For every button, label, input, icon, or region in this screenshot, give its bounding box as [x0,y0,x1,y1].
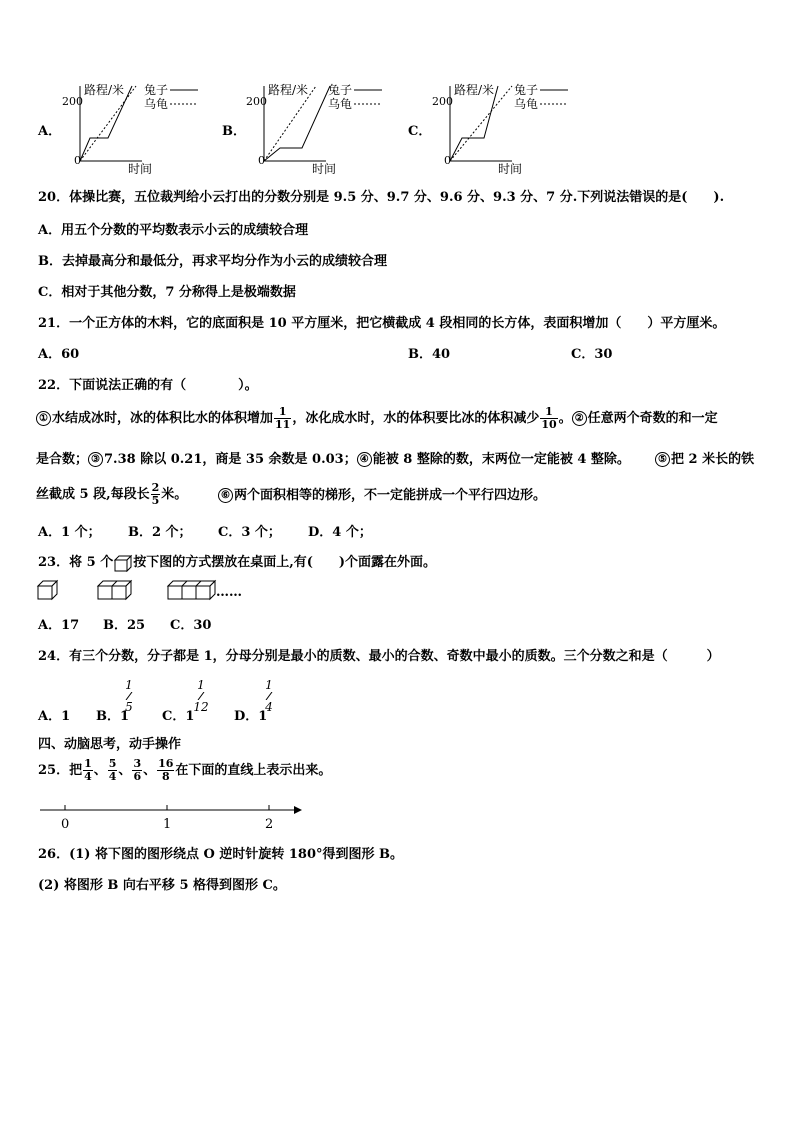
q22-text: 米。 [161,487,188,502]
graph-origin: 0 [74,154,81,167]
three-cubes [168,581,215,599]
fraction-denominator: 8 [161,770,170,783]
graph-xlabel: 时间 [498,162,523,176]
q22-line-1 [36,406,718,431]
q22-text: 7.38 除以 0.21，商是 35 余数是 0.03； [104,452,357,467]
tick-label-0: 0 [61,817,70,832]
fraction-denominator: 5 [151,494,160,507]
graph-ylabel: 路程/米 [84,83,125,97]
q20-option-a: A．用五个分数的平均数表示小云的成绩较合理 [38,223,309,238]
fraction-numerator: 5 [108,757,117,770]
tick-label-1: 1 [163,817,172,832]
item-number: ④ [357,452,372,467]
fraction-slash [122,692,136,700]
q23-stem [38,551,436,572]
fraction-denominator: 4 [84,770,92,783]
option-letter: C． [408,124,432,139]
separator: 、 [118,763,132,778]
fraction-numerator: 1 [274,406,291,419]
q22-text: ，冰化成水时，水的体积要比冰的体积减少 [292,411,540,426]
graph-ylabel: 路程/米 [454,83,495,97]
turtle-line [80,86,136,161]
turtle-line [450,86,512,161]
q20-option-c: C．相对于其他分数，7 分称得上是极端数据 [38,285,296,300]
graph-turtle-label: 乌龟 [514,97,539,111]
q22-text: 两个面积相等的梯形，不一定能拼成一个平行四边形。 [234,488,547,503]
fraction-numerator: 1 [197,678,205,692]
item-number: ③ [88,452,103,467]
q24-c-fraction [192,678,210,714]
graph-c [432,76,582,176]
q23-option-b: B．25 [103,618,146,633]
fraction-denominator: 11 [275,418,291,431]
q21-option-c: C．30 [571,347,613,362]
cube-ellipsis: …… [216,585,242,600]
q22-option-b: B．2 个； [128,525,192,540]
rabbit-line [450,86,498,161]
rabbit-line [264,86,330,161]
q24-d-fraction [262,678,276,714]
cube-icon [113,554,133,572]
fraction-numerator: 1 [540,406,557,419]
fraction-denominator: 5 [125,700,133,714]
separator: 、 [93,763,107,778]
fraction-numerator: 2 [151,481,160,494]
graph-turtle-label: 乌龟 [144,97,169,111]
q22-line-3-end [218,484,546,503]
fraction-denominator: 4 [108,770,117,783]
fraction-numerator: 3 [133,757,142,770]
graph-rabbit-label: 兔子 [514,83,539,97]
q25-text: 25．把 [38,763,83,778]
fraction-numerator: 16 [158,757,174,770]
fraction-numerator: 1 [84,757,92,770]
fraction-denominator: 6 [133,770,142,783]
graph-a [62,76,212,176]
q23-text: 按下图的方式摆放在桌面上,有( )个面露在外面。 [133,555,437,570]
fraction-denominator: 12 [193,700,209,714]
option-whole: C．1 [162,709,195,724]
q24-b-fraction [122,678,136,714]
one-cube [38,581,57,599]
q22-option-d: D．4 个； [308,525,372,540]
graph-origin: 0 [258,154,265,167]
item-number: ⑤ [655,452,670,467]
q24-stem: 24．有三个分数，分子都是 1，分母分别是最小的质数、最小的合数、奇数中最小的质数。三个分数之和是（ ） [38,649,720,664]
q23-text: 23．将 5 个 [38,555,114,570]
option-whole: D．1 [234,709,268,724]
item-number: ⑥ [218,488,233,503]
fraction-numerator: 1 [265,678,273,692]
q22-text: 能被 8 整除的数，末两位一定能被 4 整除。 [372,452,630,467]
fraction [108,758,118,783]
graph-b [246,76,396,176]
two-cubes [98,581,131,599]
q21-option-a: A．60 [38,347,80,362]
q25-stem [38,758,331,783]
q25-text: 在下面的直线上表示出来。 [175,763,332,778]
q22-text: 是合数； [36,452,89,467]
fraction-denominator: 10 [541,418,557,431]
fraction [157,758,174,783]
q24-option-c [162,705,194,724]
fraction-slash [192,692,210,700]
graph-ylabel: 路程/米 [268,83,309,97]
graph-y200: 200 [432,95,453,108]
item-number: ② [572,411,587,426]
q22-line-2 [36,448,630,467]
fraction-denominator: 4 [265,700,273,714]
graph-y200: 200 [246,95,267,108]
arrow-head-icon [294,806,302,814]
option-letter: A． [38,124,62,139]
q23-option-a: A．17 [38,618,80,633]
tick-label-2: 2 [265,817,274,832]
q22-stem: 22．下面说法正确的有（ ）。 [38,378,258,393]
separator: 、 [143,763,157,778]
fraction [540,406,557,431]
option-whole: B．1 [96,709,130,724]
q26-part-1: 26．(1) 将下图的图形绕点 O 逆时针旋转 180°得到图形 B。 [38,847,404,862]
q22-option-a: A．1 个； [38,525,101,540]
fraction-numerator: 1 [125,678,133,692]
q20-option-b: B．去掉最高分和最低分，再求平均分作为小云的成绩较合理 [38,254,387,269]
q22-option-c: C．3 个； [218,525,281,540]
graph-y200: 200 [62,95,83,108]
q22-line-2-end [655,448,754,467]
option-letter: B． [222,124,246,139]
fraction [83,758,93,783]
q22-text: 水结成冰时，冰的体积比水的体积增加 [52,411,274,426]
graph-xlabel: 时间 [312,162,337,176]
cube-arrangements [36,579,236,603]
fraction-slash [262,692,276,700]
fraction [274,406,291,431]
fraction [151,482,161,507]
q22-line-3 [36,482,187,507]
q22-text: 丝截成 5 段,每段长 [36,487,150,502]
number-line [36,800,306,836]
q22-text: 任意两个奇数的和一定 [587,411,718,426]
q21-option-b: B．40 [408,347,451,362]
q22-text: 。 [558,411,572,426]
graph-rabbit-label: 兔子 [144,83,169,97]
q23-option-c: C．30 [170,618,212,633]
section-heading: 四、动脑思考，动手操作 [38,737,182,752]
q21-stem: 21．一个正方体的木料，它的底面积是 10 平方厘米，把它横截成 4 段相同的长方体，表面积增加（ ）平方厘米。 [38,316,726,331]
graph-xlabel: 时间 [128,162,153,176]
graph-rabbit-label: 兔子 [328,83,353,97]
turtle-line [264,86,316,161]
q20-stem: 20．体操比赛，五位裁判给小云打出的分数分别是 9.5 分、9.7 分、9.6 分、9.3 分、7 分.下列说法错误的是( ). [38,190,725,205]
q26-part-2: (2) 将图形 B 向右平移 5 格得到图形 C。 [38,878,286,893]
graph-turtle-label: 乌龟 [328,97,353,111]
q22-text: 把 2 米长的铁 [671,452,755,467]
item-number: ① [36,411,51,426]
q24-option-a: A．1 [38,709,71,724]
fraction [132,758,142,783]
graph-origin: 0 [444,154,451,167]
